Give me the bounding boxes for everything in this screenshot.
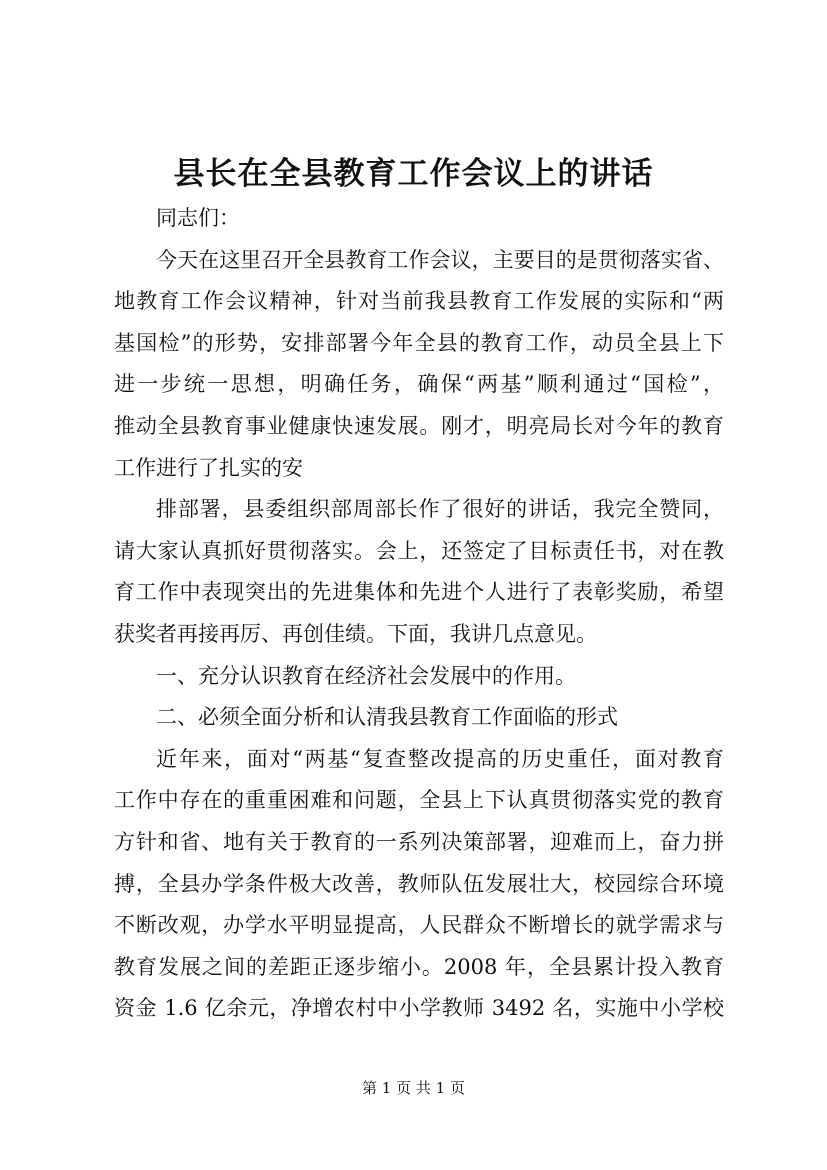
body-line: 育工作中表现突出的先进集体和先进个人进行了表彰奖励，希望 — [114, 580, 724, 605]
body-line: 不断改观，办学水平明显提高，人民群众不断增长的就学需求与 — [114, 913, 724, 938]
body-line: 同志们： — [156, 206, 240, 230]
page-footer: 第 1 页 共 1 页 — [362, 1079, 465, 1097]
body-line: 资金 1.6 亿余元，净增农村中小学教师 3492 名，实施中小学校 — [114, 996, 724, 1021]
document-body — [114, 198, 724, 1030]
body-line: 今天在这里召开全县教育工作会议，主要目的是贯彻落实省、 — [156, 247, 724, 272]
body-line: 排部署，县委组织部周部长作了很好的讲话，我完全赞同， — [156, 497, 724, 522]
body-line: 二、必须全面分析和认清我县教育工作面临的形式 — [156, 705, 618, 730]
body-line: 请大家认真抓好贯彻落实。会上，还签定了目标责任书，对在教 — [114, 538, 724, 563]
body-line: 进一步统一思想，明确任务，确保“两基”顺利通过“国检”， — [114, 372, 724, 397]
body-line: 推动全县教育事业健康快速发展。刚才，明亮局长对今年的教育 — [114, 413, 724, 438]
body-line: 工作进行了扎实的安 — [114, 455, 303, 480]
body-line: 搏，全县办学条件极大改善，教师队伍发展壮大，校园综合环境 — [114, 871, 724, 896]
body-line: 工作中存在的重重困难和问题，全县上下认真贯彻落实党的教育 — [114, 788, 724, 813]
body-line: 近年来，面对“两基“复查整改提高的历史重任，面对教育 — [156, 746, 724, 771]
body-line: 教育发展之间的差距正逐步缩小。2008 年，全县累计投入教育 — [114, 954, 724, 979]
body-line: 地教育工作会议精神，针对当前我县教育工作发展的实际和“两 — [114, 289, 724, 314]
body-line: 方针和省、地有关于教育的一系列决策部署，迎难而上，奋力拼 — [114, 829, 724, 854]
body-line: 获奖者再接再厉、再创佳绩。下面，我讲几点意见。 — [114, 621, 597, 646]
body-line: 基国检”的形势，安排部署今年全县的教育工作，动员全县上下 — [114, 330, 724, 355]
body-line: 一、充分认识教育在经济社会发展中的作用。 — [156, 663, 576, 688]
document-title: 县长在全县教育工作会议上的讲话 — [173, 156, 654, 192]
